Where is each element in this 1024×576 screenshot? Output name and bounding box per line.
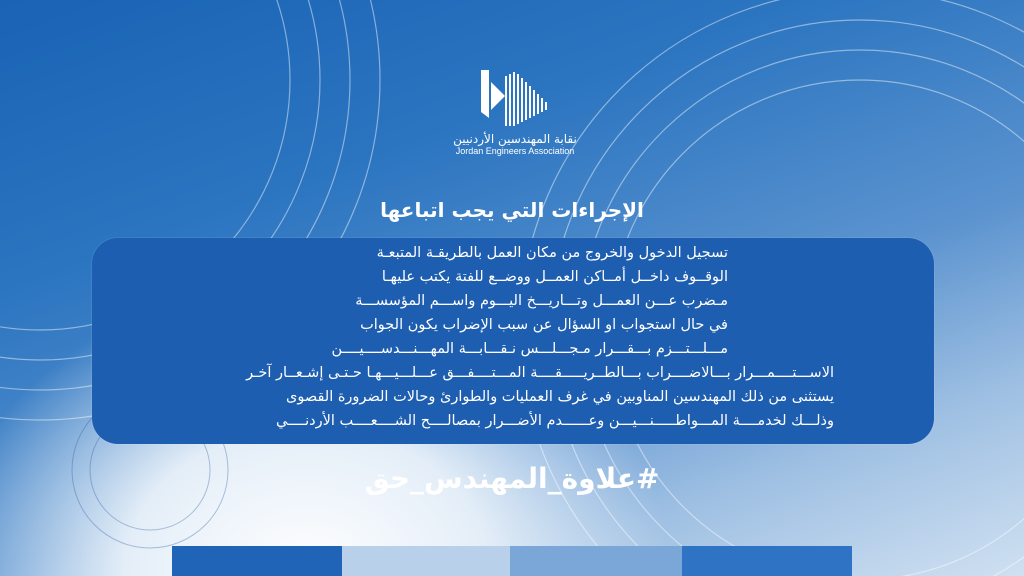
procedure-line: وذلـــك لخدمــــة المـــواطـــــنـــيـــن وعــــــدم الأضـــرار بمصالــــح الشــــعــــب الأردنــــي	[276, 413, 834, 429]
footer-bar	[172, 546, 342, 576]
footer-bar	[682, 546, 852, 576]
procedure-line: مـــلـــتـــزم بـــقـــرار مـجـــلـــس نـقـــابـــة المهـــنـــدســــيــــن	[331, 341, 728, 357]
procedure-line: تسجيل الدخول والخروج من مكان العمل بالطريقـة المتبعـة	[376, 245, 728, 261]
procedure-line: في حال استجواب او السؤال عن سبب الإضراب يكون الجواب	[360, 317, 728, 333]
procedures-heading: الإجراءات التي يجب اتباعها	[380, 198, 644, 222]
procedure-line: مـضرب عـــن العمـــل وتـــاريـــخ اليـــوم واســـم المؤسســـة	[355, 293, 728, 309]
procedure-line: الوقــوف داخــل أمــاكن العمــل ووضــع للفتة يكتب عليهـا	[381, 269, 728, 285]
procedure-line: يستثنى من ذلك المهندسين المناوبين في غرف العمليات والطوارئ وحالات الضرورة القصوى	[286, 389, 834, 405]
footer-bar	[342, 546, 510, 576]
association-logo	[430, 66, 600, 157]
procedure-line: الاســـتــــمـــرار بـــالاضــــراب بـــالطــريـــــقــــة المـــتــــفـــق عـــلـــيـــهـا حـتـى إشـعــار آخـر	[246, 365, 834, 381]
footer-bar	[510, 546, 682, 576]
logo-english-name: Jordan Engineers Association	[455, 146, 575, 156]
campaign-hashtag: #علاوة_المهندس_حق	[364, 462, 660, 495]
logo-mark-icon	[475, 66, 555, 130]
logo-arabic-name: نقابة المهندسين الأردنيين	[453, 132, 577, 146]
